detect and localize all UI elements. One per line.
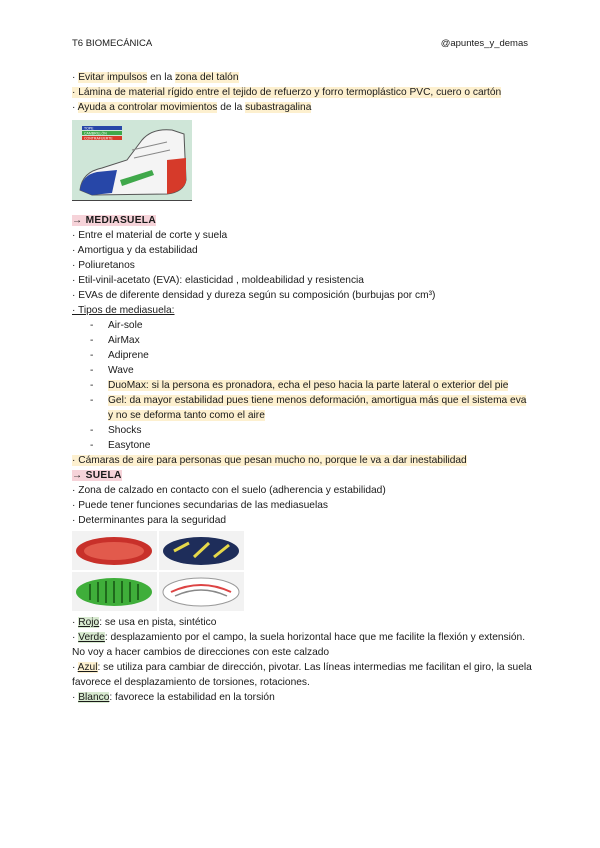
legend-cambrillon: CAMBRILLÓN	[84, 131, 107, 136]
white-sole-image	[159, 572, 244, 611]
sub-list-item: - Gel: da mayor estabilidad pues tiene menos deformación, amortigua más que el sistema eva y no se deforma tanto como el aire	[90, 395, 527, 421]
list-item: · Amortigua y da estabilidad	[72, 245, 198, 256]
green-sole-image	[72, 572, 157, 611]
text-line: · Lámina de material rígido entre el tejido de refuerzo y forro termoplástico PVC, cuero o cartón	[72, 87, 502, 98]
list-item: · Poliuretanos	[72, 260, 135, 271]
list-item: · Puede tener funciones secundarias de las mediasuelas	[72, 500, 328, 511]
sub-list-item: - Adiprene	[90, 350, 149, 361]
sub-list-item: - Wave	[90, 365, 134, 376]
sole-color-item: · Rojo: se usa en pista, sintético	[72, 617, 217, 628]
list-item: · Zona de calzado en contacto con el suelo (adherencia y estabilidad)	[72, 485, 386, 496]
sole-color-item: · Azul: se utiliza para cambiar de dirección, pivotar. Las líneas intermedias me facilitan el giro, la suela favorece el desplazamiento de torsiones, rotaciones.	[72, 662, 532, 688]
section-title-mediasuela: → MEDIASUELA	[72, 215, 156, 226]
red-sole-image	[72, 531, 157, 570]
page-content	[72, 70, 532, 705]
list-item: · Determinantes para la seguridad	[72, 515, 227, 526]
author-handle: @apuntes_y_demas	[440, 38, 528, 49]
page-header	[72, 38, 528, 49]
list-item: · EVAs de diferente densidad y dureza según su composición (burbujas por cm³)	[72, 290, 436, 301]
sole-color-item: · Blanco: favorece la estabilidad en la torsión	[72, 692, 275, 703]
shoe-structure-image	[72, 120, 192, 201]
sub-list-item: - DuoMax: si la persona es pronadora, echa el peso hacia la parte lateral o exterior del pie	[90, 380, 509, 391]
shoe-illustration	[72, 120, 192, 200]
list-item: · Cámaras de aire para personas que pesan mucho no, porque le va a dar inestabilidad	[72, 455, 467, 466]
sub-list-item: - Easytone	[90, 440, 151, 451]
soles-image	[72, 531, 244, 611]
list-item: · Etil-vinil-acetato (EVA): elasticidad , moldeabilidad y resistencia	[72, 275, 364, 286]
sub-list-item: - Shocks	[90, 425, 142, 436]
sub-list-item: - AirMax	[90, 335, 140, 346]
list-item: · Entre el material de corte y suela	[72, 230, 228, 241]
legend-tope: TOPE	[84, 126, 94, 131]
list-item: · Tipos de mediasuela:	[72, 305, 175, 316]
course-title: T6 BIOMECÁNICA	[72, 38, 153, 49]
text-line: · Evitar impulsos en la zona del talón	[72, 72, 239, 83]
sole-color-item: · Verde: desplazamiento por el campo, la suela horizontal hace que me facilite la flexión y extensión. No voy a hacer cambios de direcciones con este calzado	[72, 632, 526, 658]
sub-list-item: - Air-sole	[90, 320, 143, 331]
section-title-suela: → SUELA	[72, 470, 122, 481]
legend-contrafuerte: CONTRAFUERTE	[84, 136, 113, 141]
text-line: · Ayuda a controlar movimientos de la subastragalina	[72, 102, 312, 113]
blue-sole-image	[159, 531, 244, 570]
